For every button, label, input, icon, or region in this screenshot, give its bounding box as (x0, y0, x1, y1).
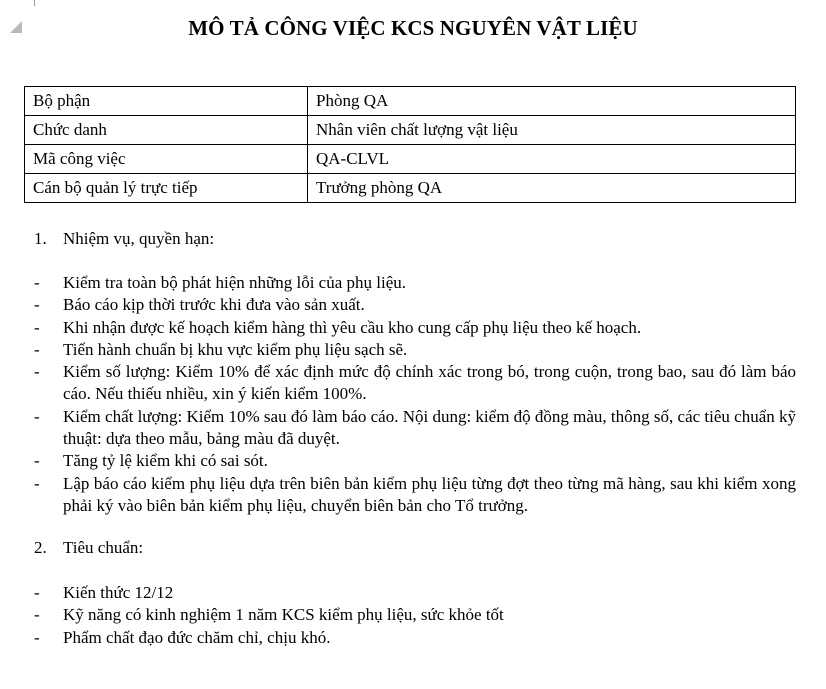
section-2-heading (34, 538, 143, 558)
list-item (34, 582, 796, 604)
info-value: Phòng QA (308, 87, 796, 116)
list-item-text: Báo cáo kịp thời trước khi đưa vào sản xuất. (63, 295, 365, 315)
list-item-text: Kỹ năng có kinh nghiệm 1 năm KCS kiểm phụ liệu, sức khỏe tốt (63, 605, 504, 625)
list-item (34, 339, 796, 361)
dash-bullet: - (34, 627, 40, 647)
list-item-text: Kiến thức 12/12 (63, 583, 174, 602)
info-label: Bộ phận (25, 87, 308, 116)
list-item-text: Kiểm tra toàn bộ phát hiện những lỗi của phụ liệu. (63, 273, 406, 292)
list-item-text: Tiến hành chuẩn bị khu vực kiểm phụ liệu sạch sẽ. (63, 339, 408, 359)
section-1-heading (34, 229, 214, 249)
info-value: Nhân viên chất lượng vật liệu (308, 116, 796, 145)
info-value: QA-CLVL (308, 145, 796, 174)
table-row (25, 116, 796, 145)
dash-bullet: - (34, 406, 40, 426)
list-item (34, 450, 796, 472)
dash-bullet: - (34, 583, 40, 602)
list-item-text: Lập báo cáo kiểm phụ liệu dựa trên biên bản kiểm phụ liệu từng đợt theo từng mã hàng, sau khi kiểm xong phải ký vào biên bản kiểm phụ liệu, chuyển biên bản cho Tổ trưởng. (63, 473, 796, 515)
dash-bullet: - (34, 451, 40, 471)
section-title: Nhiệm vụ, quyền hạn: (63, 229, 215, 248)
list-item (34, 294, 796, 316)
dash-bullet: - (34, 339, 40, 359)
page-margin-tick (34, 0, 35, 6)
table-row (25, 174, 796, 203)
table-row (25, 87, 796, 116)
section-number: 2. (34, 538, 47, 557)
dash-bullet: - (34, 273, 40, 292)
info-value: Trưởng phòng QA (308, 174, 796, 203)
list-item (34, 272, 796, 294)
list-item-text: Khi nhận được kế hoạch kiểm hàng thì yêu cầu kho cung cấp phụ liệu theo kế hoạch. (63, 317, 642, 337)
list-item (34, 627, 796, 649)
document-title: MÔ TẢ CÔNG VIỆC KCS NGUYÊN VẬT LIỆU (188, 16, 638, 40)
info-label: Chức danh (25, 116, 308, 145)
standards-list (34, 582, 796, 649)
list-item-text: Phẩm chất đạo đức chăm chỉ, chịu khó. (63, 627, 331, 647)
section-number: 1. (34, 229, 47, 248)
job-info-table (24, 86, 796, 203)
list-item-text: Kiểm số lượng: Kiểm 10% để xác định mức độ chính xác trong bó, trong cuộn, trong bao, sau đó làm báo cáo. Nếu thiếu nhiều, xin ý kiến kiểm 100%. (63, 362, 796, 404)
list-item-text: Kiểm chất lượng: Kiểm 10% sau đó làm báo cáo. Nội dung: kiểm độ đồng màu, thông số, các tiêu chuẩn kỹ thuật: dựa theo mẫu, bảng màu đã duyệt. (63, 406, 796, 449)
list-item (34, 604, 796, 626)
list-item (34, 406, 796, 451)
table-row (25, 145, 796, 174)
list-item (34, 361, 796, 406)
dash-bullet: - (34, 362, 40, 382)
section-title: Tiêu chuẩn: (63, 538, 144, 557)
dash-bullet: - (34, 317, 40, 337)
dash-bullet: - (34, 605, 40, 625)
dash-bullet: - (34, 295, 40, 315)
list-item-text: Tăng tỷ lệ kiểm khi có sai sót. (63, 451, 268, 471)
info-label: Cán bộ quản lý trực tiếp (25, 174, 308, 203)
duties-list (34, 272, 796, 517)
list-item (34, 317, 796, 339)
info-label: Mã công việc (25, 145, 308, 174)
dash-bullet: - (34, 473, 40, 493)
list-item (34, 473, 796, 518)
